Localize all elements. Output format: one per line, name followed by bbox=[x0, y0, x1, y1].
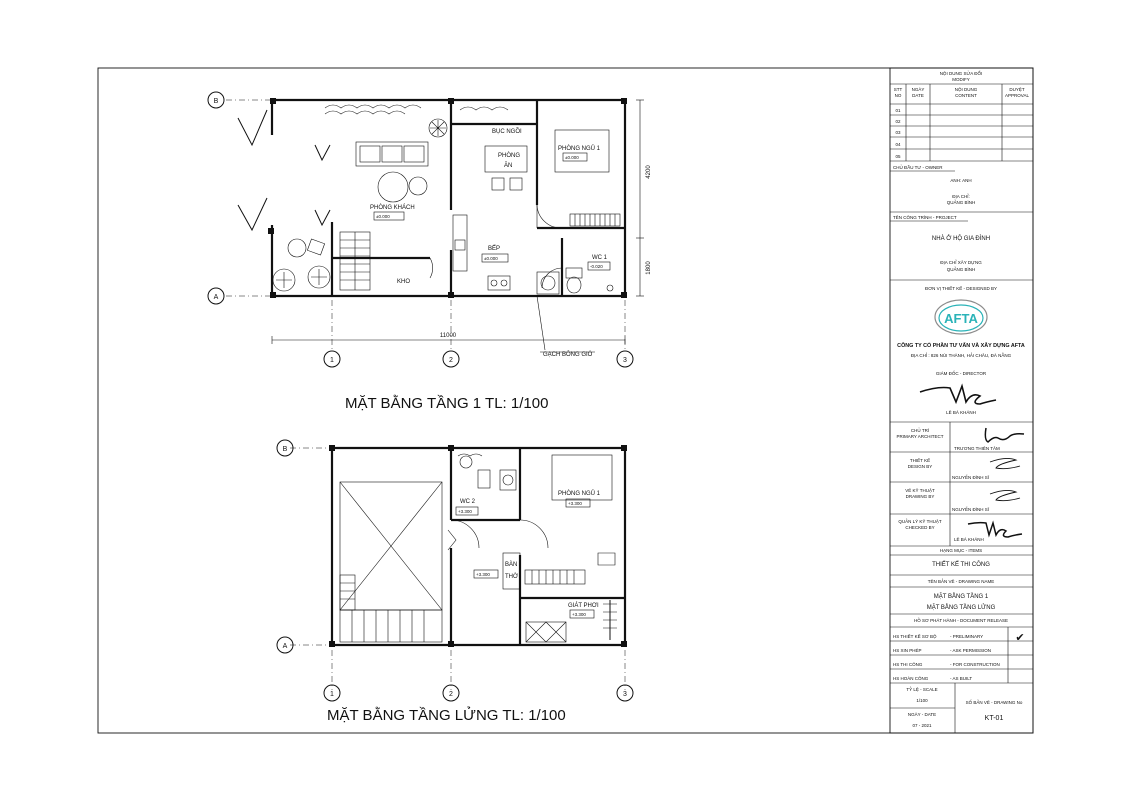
check-icon: ✔ bbox=[1015, 632, 1025, 644]
role-4-name: LÊ BÁ KHÁNH bbox=[954, 537, 984, 542]
drying-level: +3.300 bbox=[572, 612, 586, 617]
drawing-name-2: MẶT BẰNG TẦNG LỬNG bbox=[926, 605, 996, 611]
svg-text:NO: NO bbox=[894, 93, 902, 98]
drawing-no-label: SỐ BẢN VẼ - DRAWING No bbox=[965, 700, 1023, 705]
svg-text:3: 3 bbox=[623, 357, 627, 364]
grid-bubble-b bbox=[208, 92, 224, 108]
revision-header-en: MODIFY bbox=[952, 77, 970, 82]
afta-logo bbox=[935, 300, 987, 334]
date-value: 07 - 2021 bbox=[912, 723, 932, 728]
mz-grid-bubble-1 bbox=[324, 685, 340, 701]
planter-plants bbox=[325, 105, 508, 137]
planter-label: BỤC NGỒI bbox=[492, 129, 522, 135]
svg-text:DUYỆT: DUYỆT bbox=[1009, 87, 1025, 92]
svg-text:AFTA: AFTA bbox=[944, 311, 978, 326]
ground-floor-plan bbox=[208, 92, 652, 412]
revision-row: 04 bbox=[895, 142, 901, 147]
svg-text:APPROVAL: APPROVAL bbox=[1005, 93, 1029, 98]
grid-bubble-1 bbox=[324, 351, 340, 367]
project-addr: QUẢNG BÌNH bbox=[946, 267, 976, 272]
owner-label: CHỦ ĐẦU TƯ - OWNER bbox=[893, 165, 943, 170]
svg-text:2: 2 bbox=[449, 357, 453, 364]
storage-label: KHO bbox=[397, 279, 411, 285]
kitchen-level: ±0.000 bbox=[484, 256, 498, 261]
svg-text:1: 1 bbox=[330, 357, 334, 364]
drawing-number: KT-01 bbox=[984, 715, 1004, 722]
director-label: GIÁM ĐỐC - DIRECTOR bbox=[935, 371, 987, 376]
mz-bedroom-level: +3.300 bbox=[568, 501, 582, 506]
svg-text:2: 2 bbox=[449, 691, 453, 698]
dim-bottom: 1800 bbox=[646, 261, 652, 275]
mezzanine-stairs bbox=[340, 575, 442, 642]
svg-text:A: A bbox=[282, 643, 288, 650]
dining-label-1: PHÒNG bbox=[498, 153, 521, 159]
grid-bubble-a bbox=[208, 288, 224, 304]
drawing-name-1: MẶT BẰNG TẦNG 1 bbox=[933, 594, 989, 600]
release-row-vi: HS HOÀN CÔNG bbox=[893, 676, 929, 681]
release-row-en: - PRELIMINARY bbox=[950, 634, 984, 639]
mezzanine-plan bbox=[277, 440, 633, 724]
revision-row: 02 bbox=[895, 119, 901, 124]
bedroom-label: PHÒNG NGỦ 1 bbox=[558, 146, 601, 152]
release-row-en: - AS BUILT bbox=[950, 676, 973, 681]
svg-text:CONTENT: CONTENT bbox=[955, 93, 977, 98]
dim-total: 11000 bbox=[439, 333, 457, 339]
svg-text:NỘI DUNG: NỘI DUNG bbox=[954, 87, 978, 92]
grid-bubble-2 bbox=[443, 351, 459, 367]
release-label: HỒ SƠ PHÁT HÀNH - DOCUMENT RELEASE bbox=[914, 618, 1008, 623]
revision-row: 01 bbox=[895, 108, 901, 113]
role-2: THIẾT KẾ bbox=[909, 458, 931, 463]
revision-row: 05 bbox=[895, 154, 901, 159]
company-name: CÔNG TY CỔ PHẦN TƯ VẤN VÀ XÂY DỰNG AFTA bbox=[897, 343, 1025, 349]
company-address: ĐỊA CHỈ : 826 NÚI THÀNH, HẢI CHÂU, ĐÀ NẴNG bbox=[910, 353, 1012, 358]
drying-label: GIÁT PHƠI bbox=[568, 603, 599, 609]
release-row-vi: HS XIN PHÉP bbox=[893, 648, 922, 653]
altar-label-2: THỜ bbox=[505, 574, 519, 580]
date-label: NGÀY - DATE bbox=[907, 712, 937, 717]
title-block bbox=[890, 68, 1033, 733]
owner-name: ANH: ANH bbox=[950, 178, 972, 183]
release-row-en: - FOR CONSTRUCTION bbox=[950, 662, 1000, 667]
note-ventilation-block: GẠCH BÔNG GIÓ bbox=[543, 352, 593, 358]
svg-text:STT: STT bbox=[893, 87, 903, 92]
owner-addr-label: ĐỊA CHỈ: bbox=[952, 194, 970, 199]
role-1: CHỦ TRÌ bbox=[910, 428, 930, 433]
ground-stairs bbox=[340, 232, 370, 290]
role-3: VẼ KỸ THUẬT bbox=[905, 488, 935, 493]
role-3-en: DRAWING BY bbox=[905, 494, 935, 499]
role-4: QUẢN LÝ KỸ THUẬT bbox=[898, 519, 942, 524]
director-name: LÊ BÁ KHÁNH bbox=[946, 410, 976, 415]
director-signature bbox=[920, 386, 996, 404]
role-3-name: NGUYỄN ĐÌNH SĨ bbox=[952, 507, 990, 512]
living-room-label: PHÒNG KHÁCH bbox=[370, 205, 415, 211]
wc2-label: WC 2 bbox=[460, 499, 475, 505]
release-row-vi: HS THIẾT KẾ SƠ BỘ bbox=[893, 634, 937, 639]
revision-header: NỘI DUNG SỬA ĐỔI bbox=[939, 71, 983, 76]
svg-text:DATE: DATE bbox=[912, 93, 924, 98]
role-1-name: TRƯƠNG THIÊN TÂM bbox=[954, 446, 1000, 451]
project-addr-label: ĐỊA CHỈ XÂY DỰNG bbox=[940, 260, 982, 265]
role-2-name: NGUYỄN ĐÌNH SĨ bbox=[952, 475, 990, 480]
revision-row: 03 bbox=[895, 130, 901, 135]
svg-text:1: 1 bbox=[330, 691, 334, 698]
wc1-label: WC 1 bbox=[592, 255, 607, 261]
ground-plan-title: MẶT BẰNG TẦNG 1 TL: 1/100 bbox=[345, 395, 549, 412]
scale-value: 1/100 bbox=[916, 698, 928, 703]
mezzanine-plan-title: MẶT BẰNG TẦNG LỬNG TL: 1/100 bbox=[327, 707, 566, 724]
svg-text:B: B bbox=[282, 446, 288, 453]
kitchen-label: BẾP bbox=[488, 246, 501, 252]
bedroom-level: ±0.000 bbox=[565, 155, 579, 160]
svg-text:3: 3 bbox=[623, 691, 627, 698]
grid-bubble-3 bbox=[617, 351, 633, 367]
mz-grid-bubble-2 bbox=[443, 685, 459, 701]
hall-level: +3.300 bbox=[476, 572, 490, 577]
project-label: TÊN CÔNG TRÌNH - PROJECT bbox=[893, 215, 957, 220]
svg-text:B: B bbox=[213, 98, 219, 105]
role-2-en: DESIGN BY bbox=[907, 464, 933, 469]
dining-label-2: ĂN bbox=[504, 163, 513, 169]
svg-text:A: A bbox=[213, 294, 219, 301]
wc2-level: +3.300 bbox=[458, 509, 472, 514]
scale-label: TỶ LỆ - SCALE bbox=[906, 687, 938, 692]
mz-grid-bubble-3 bbox=[617, 685, 633, 701]
dim-top: 4200 bbox=[646, 165, 652, 179]
release-row-vi: HS THI CÔNG bbox=[893, 662, 923, 667]
mz-bedroom-label: PHÒNG NGỦ 1 bbox=[558, 491, 601, 497]
project-name: NHÀ Ở HỘ GIA ĐÌNH bbox=[931, 236, 991, 242]
items-value: THIẾT KẾ THI CÔNG bbox=[932, 562, 990, 568]
svg-text:NGÀY: NGÀY bbox=[911, 87, 925, 92]
items-label: HẠNG MỤC - ITEMS bbox=[939, 548, 983, 553]
release-row-en: - ASK PERMISSION bbox=[950, 648, 992, 653]
role-1-en: PRIMARY ARCHITECT bbox=[896, 434, 944, 439]
wc1-level: -0.020 bbox=[590, 264, 603, 269]
living-level: ±0.000 bbox=[376, 214, 390, 219]
owner-addr: QUẢNG BÌNH bbox=[946, 200, 976, 205]
sofa bbox=[356, 142, 428, 202]
designer-label: ĐƠN VỊ THIẾT KẾ - DESIGNSD BY bbox=[925, 286, 997, 291]
role-4-en: CHECKED BY bbox=[905, 525, 935, 530]
altar-label-1: BÀN bbox=[505, 562, 518, 568]
drawing-name-label: TÊN BẢN VẼ - DRAWING NAME bbox=[927, 579, 995, 584]
